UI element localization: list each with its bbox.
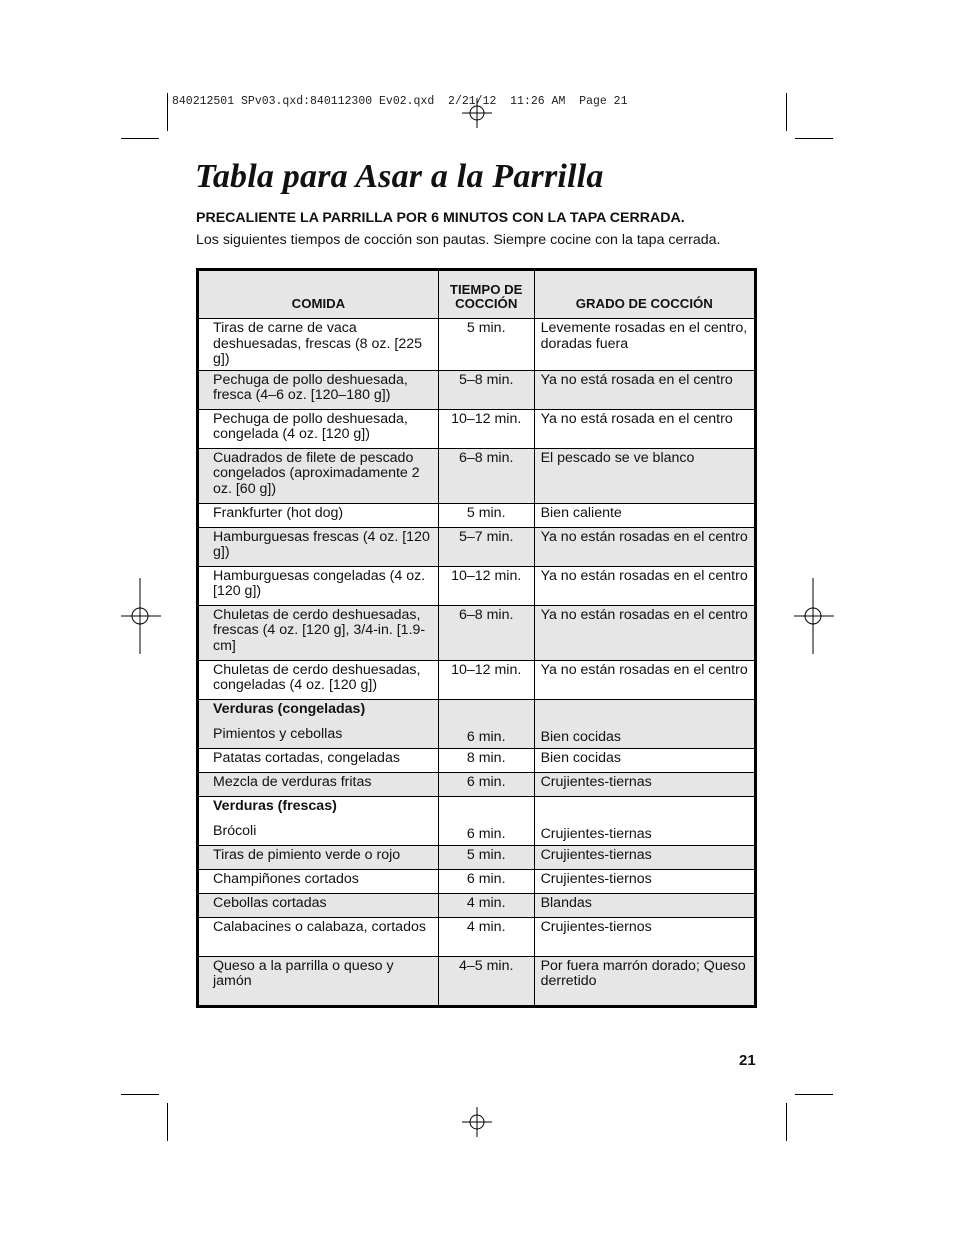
food-name: Champiñones cortados [213,870,359,887]
food-cell [198,503,439,527]
table-row [198,370,756,409]
time-cell [438,893,534,917]
table-row [198,448,756,503]
page-number: 21 [739,1052,756,1069]
doneness-text: Ya no está rosada en el centro [540,371,733,388]
column-header-doneness: GRADO DE COCCIÓN [534,270,755,319]
registration-mark-icon [462,1107,492,1137]
food-cell [198,772,439,796]
cooking-time: 6 min. [466,773,506,790]
food-cell [198,845,439,869]
doneness-cell [534,917,755,956]
food-name: Calabacines o calabaza, cortados [213,918,426,935]
time-cell [438,772,534,796]
food-name: Chuletas de cerdo deshuesadas, frescas (4 oz. [120 g], 3/4-in. [1.9-cm] [213,606,426,654]
food-name: Cuadrados de filete de pescado congelados (aproximadamente 2 oz. [60 g]) [213,449,420,497]
time-cell [438,503,534,527]
food-name: Pimientos y cebollas [213,726,343,742]
column-header-food: COMIDA [198,270,439,319]
time-cell [438,699,534,748]
table-row [198,748,756,772]
doneness-text: Bien cocidas [540,729,622,745]
cooking-time: 4–5 min. [458,957,514,974]
doneness-text: Ya no está rosada en el centro [540,410,733,427]
crop-mark [795,1094,833,1095]
crop-mark [167,93,168,131]
doneness-cell [534,370,755,409]
time-cell [438,845,534,869]
time-cell [438,660,534,699]
food-name: Pechuga de pollo deshuesada, congelada (4 oz. [120 g]) [213,410,408,442]
crop-mark [786,93,787,131]
time-cell [438,319,534,371]
food-name: Hamburguesas frescas (4 oz. [120 g]) [213,528,430,560]
doneness-cell [534,699,755,748]
cooking-time: 6 min. [466,826,506,842]
doneness-text: Bien caliente [540,504,622,521]
table-row [198,409,756,448]
time-cell [438,917,534,956]
table-row [198,527,756,566]
time-cell [438,527,534,566]
cooking-time: 10–12 min. [451,661,522,678]
preheat-instruction: PRECALIENTE LA PARRILLA POR 6 MINUTOS CON LA TAPA CERRADA. [196,210,685,226]
food-cell [198,660,439,699]
doneness-text: Crujientes-tiernas [540,846,652,863]
doneness-cell [534,448,755,503]
cooking-time: 6 min. [466,729,506,745]
doneness-cell [534,409,755,448]
registration-mark-icon [121,578,161,654]
category-label: Verduras (congeladas) [213,700,366,717]
time-cell [438,869,534,893]
time-cell [438,956,534,1006]
doneness-text: Bien cocidas [540,749,622,766]
crop-mark [121,1094,159,1095]
doneness-text: Crujientes-tiernos [540,870,652,887]
food-name: Pechuga de pollo deshuesada, fresca (4–6 oz. [120–180 g]) [213,371,408,403]
doneness-text: Ya no están rosadas en el centro [540,606,748,623]
crop-mark [786,1103,787,1141]
cooking-time: 4 min. [466,918,506,935]
doneness-cell [534,796,755,845]
doneness-cell [534,566,755,605]
food-cell [198,956,439,1006]
cooking-time: 4 min. [466,894,506,911]
table-row [198,503,756,527]
doneness-text: Levemente rosadas en el centro, doradas fuera [540,320,748,352]
food-name: Hamburguesas congeladas (4 oz. [120 g]) [213,567,426,599]
table-row [198,869,756,893]
time-cell [438,370,534,409]
cooking-time: 5–8 min. [458,371,514,388]
food-cell [198,796,439,845]
crop-mark [795,138,833,139]
time-cell [438,566,534,605]
crop-mark [121,138,159,139]
doneness-text: Ya no están rosadas en el centro [540,661,748,678]
cooking-time: 5 min. [466,504,506,521]
food-name: Brócoli [213,823,257,839]
doneness-cell [534,605,755,660]
registration-mark-icon [462,98,492,128]
cooking-time: 5 min. [466,320,506,336]
table-row [198,319,756,371]
food-cell [198,409,439,448]
time-cell [438,796,534,845]
doneness-text: Ya no están rosadas en el centro [540,528,748,545]
food-name: Patatas cortadas, congeladas [213,749,400,766]
doneness-cell [534,527,755,566]
cooking-time: 10–12 min. [451,567,522,584]
cooking-time: 8 min. [466,749,506,766]
doneness-cell [534,660,755,699]
food-cell [198,917,439,956]
cooking-time: 5 min. [466,846,506,863]
table-row [198,956,756,1006]
table-row [198,893,756,917]
food-name: Queso a la parrilla o queso y jamón [213,957,394,989]
food-name: Mezcla de verduras fritas [213,773,372,790]
food-cell [198,605,439,660]
doneness-text: Ya no están rosadas en el centro [540,567,748,584]
table-row [198,917,756,956]
food-cell [198,699,439,748]
doneness-text: Crujientes-tiernas [540,826,652,842]
time-cell [438,605,534,660]
table-row [198,566,756,605]
food-name: Frankfurter (hot dog) [213,504,344,521]
doneness-cell [534,503,755,527]
grilling-chart-table [196,268,757,1008]
food-cell [198,527,439,566]
doneness-cell [534,319,755,371]
time-cell [438,409,534,448]
table-row [198,796,756,845]
cooking-time: 10–12 min. [451,410,522,427]
table-row [198,605,756,660]
registration-mark-icon [794,578,834,654]
cooking-time: 6–8 min. [458,449,514,466]
food-cell [198,869,439,893]
cooking-time: 6–8 min. [458,606,514,623]
doneness-cell [534,893,755,917]
doneness-text: El pescado se ve blanco [540,449,695,466]
category-label: Verduras (frescas) [213,797,337,814]
table-header-row [198,270,756,319]
printer-slug: 840212501 SPv03.qxd:840112300 Ev02.qxd 2/21/12 11:26 AM Page 21 [172,95,628,108]
food-cell [198,448,439,503]
doneness-cell [534,748,755,772]
food-cell [198,893,439,917]
food-name: Cebollas cortadas [213,894,327,911]
doneness-cell [534,845,755,869]
food-cell [198,370,439,409]
food-name: Tiras de pimiento verde o rojo [213,846,401,863]
food-cell [198,319,439,371]
food-cell [198,748,439,772]
column-header-time: TIEMPO DE COCCIÓN [438,270,534,319]
doneness-cell [534,956,755,1006]
doneness-cell [534,869,755,893]
page-title: Tabla para Asar a la Parrilla [195,158,604,195]
guideline-note: Los siguientes tiempos de cocción son pautas. Siempre cocine con la tapa cerrada. [196,232,721,248]
time-cell [438,448,534,503]
doneness-cell [534,772,755,796]
doneness-text: Blandas [540,894,592,911]
crop-mark [167,1103,168,1141]
doneness-text: Por fuera marrón dorado; Queso derretido [540,957,746,989]
table-row [198,845,756,869]
table-row [198,699,756,748]
doneness-text: Crujientes-tiernas [540,773,652,790]
time-cell [438,748,534,772]
table-row [198,772,756,796]
cooking-time: 6 min. [466,870,506,887]
food-cell [198,566,439,605]
food-name: Tiras de carne de vaca deshuesadas, frescas (8 oz. [225 g]) [213,320,422,367]
food-name: Chuletas de cerdo deshuesadas, congeladas (4 oz. [120 g]) [213,661,421,693]
table-row [198,660,756,699]
doneness-text: Crujientes-tiernos [540,918,652,935]
cooking-time: 5–7 min. [458,528,514,545]
